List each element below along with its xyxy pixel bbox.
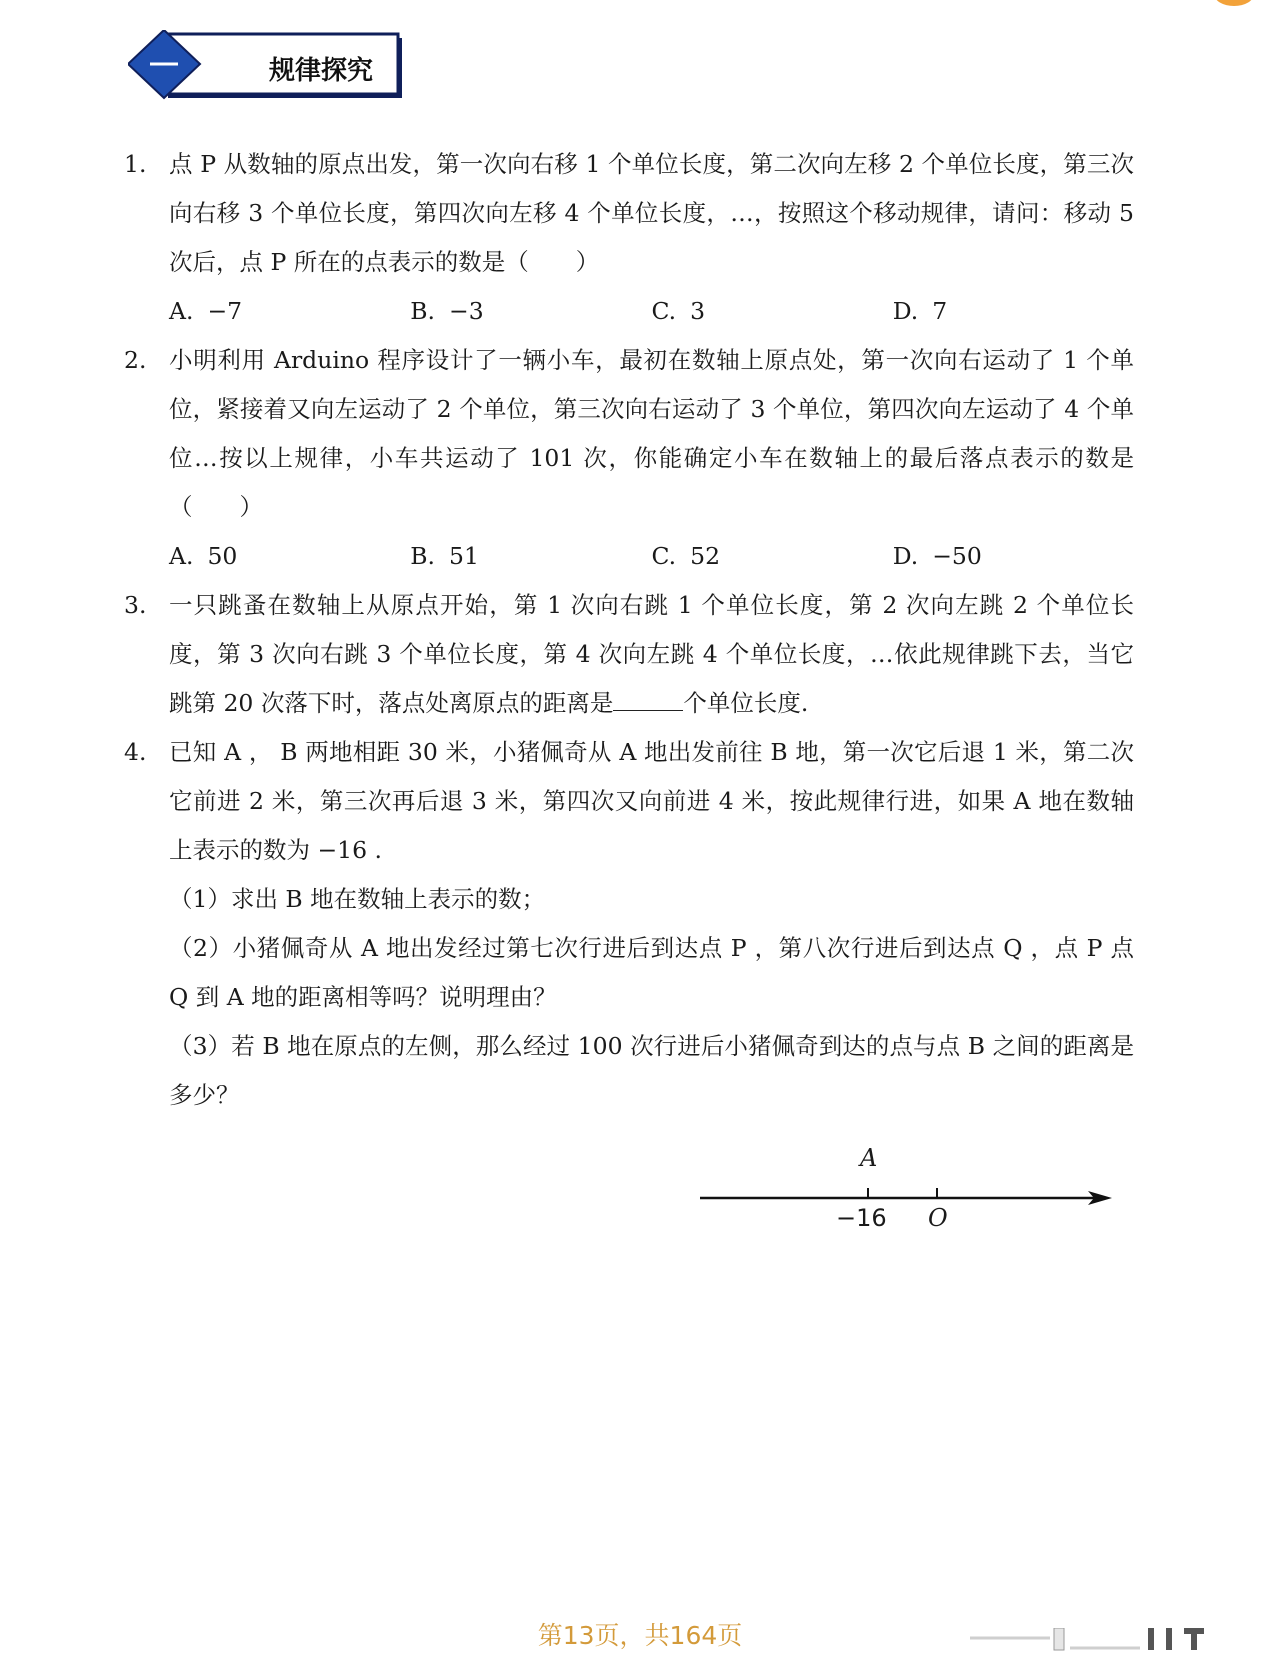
answer-blank[interactable] — [613, 690, 683, 711]
question-text: 已知 A ， B 两地相距 30 米，小猪佩奇从 A 地出发前往 B 地，第一次它后退 1 米，第二次它前进 2 米，第三次再后退 3 米，第四次又向前进 4 米，按此规律行进，如果 A 地在数轴上表示的数为 −16 . — [169, 738, 1134, 864]
number-line — [700, 1144, 1120, 1250]
sub-question-2: （2）小猪佩奇从 A 地出发经过第七次行进后到达点 P ，第八次行进后到达点 Q ，点 P 点 Q 到 A 地的距离相等吗？说明理由？ — [169, 934, 1134, 1011]
question-4 — [124, 728, 1134, 875]
question-number: 3. — [124, 591, 147, 619]
question-3 — [124, 581, 1134, 728]
question-list — [124, 140, 1134, 1120]
question-text: 点 P 从数轴的原点出发，第一次向右移 1 个单位长度，第二次向左移 2 个单位长度，第三次向右移 3 个单位长度，第四次向左移 4 个单位长度，…，按照这个移动规律，请问：移动 5 次后，点 P 所在的点表示的数是（ ） — [169, 150, 1134, 276]
page-indicator: 第13页，共164页 — [537, 1621, 743, 1650]
sub-question-3: （3）若 B 地在原点的左侧，那么经过 100 次行进后小猪佩奇到达的点与点 B 之间的距离是多少？ — [169, 1032, 1134, 1109]
number-line-axis — [700, 1150, 1120, 1250]
question-number: 1. — [124, 150, 147, 178]
choice-d: D. 7 — [892, 297, 948, 325]
choice-c: C. 52 — [651, 542, 721, 570]
corner-tab-decoration — [1214, 0, 1254, 6]
origin-label: O — [928, 1204, 948, 1232]
sub-question-1: （1）求出 B 地在数轴上表示的数； — [169, 885, 546, 913]
choice-b: B. −3 — [410, 297, 484, 325]
choice-b: B. 51 — [410, 542, 479, 570]
section-title: 规律探究 — [268, 56, 373, 86]
question-1-choices — [124, 287, 1134, 336]
question-text: 小明利用 Arduino 程序设计了一辆小车，最初在数轴上原点处，第一次向右运动了 1 个单位，紧接着又向左运动了 2 个单位，第三次向右运动了 3 个单位，第四次向左运动了 4 个单位…按以上规律，小车共运动了 101 次，你能确定小车在数轴上的最后落点表示的数是（ ） — [169, 346, 1134, 521]
scan-edge-marks — [970, 1628, 1230, 1652]
point-a-value: −16 — [836, 1204, 887, 1232]
question-number: 2. — [124, 346, 147, 374]
choice-c: C. 3 — [651, 297, 706, 325]
question-number: 4. — [124, 738, 147, 766]
point-a-label: A — [860, 1144, 878, 1172]
choice-d: D. −50 — [892, 542, 982, 570]
question-2-choices — [124, 532, 1134, 581]
section-header — [128, 30, 428, 105]
question-1 — [124, 140, 1134, 287]
question-2 — [124, 336, 1134, 532]
choice-a: A. 50 — [169, 542, 238, 570]
question-text: 一只跳蚤在数轴上从原点开始，第 1 次向右跳 1 个单位长度，第 2 次向左跳 2 个单位长度，第 3 次向右跳 3 个单位长度，第 4 次向左跳 4 个单位长度，…依此规律跳下去，当它跳第 20 次落下时，落点处离原点的距离是 个单位长度. — [169, 591, 1134, 717]
choice-a: A. −7 — [169, 297, 243, 325]
